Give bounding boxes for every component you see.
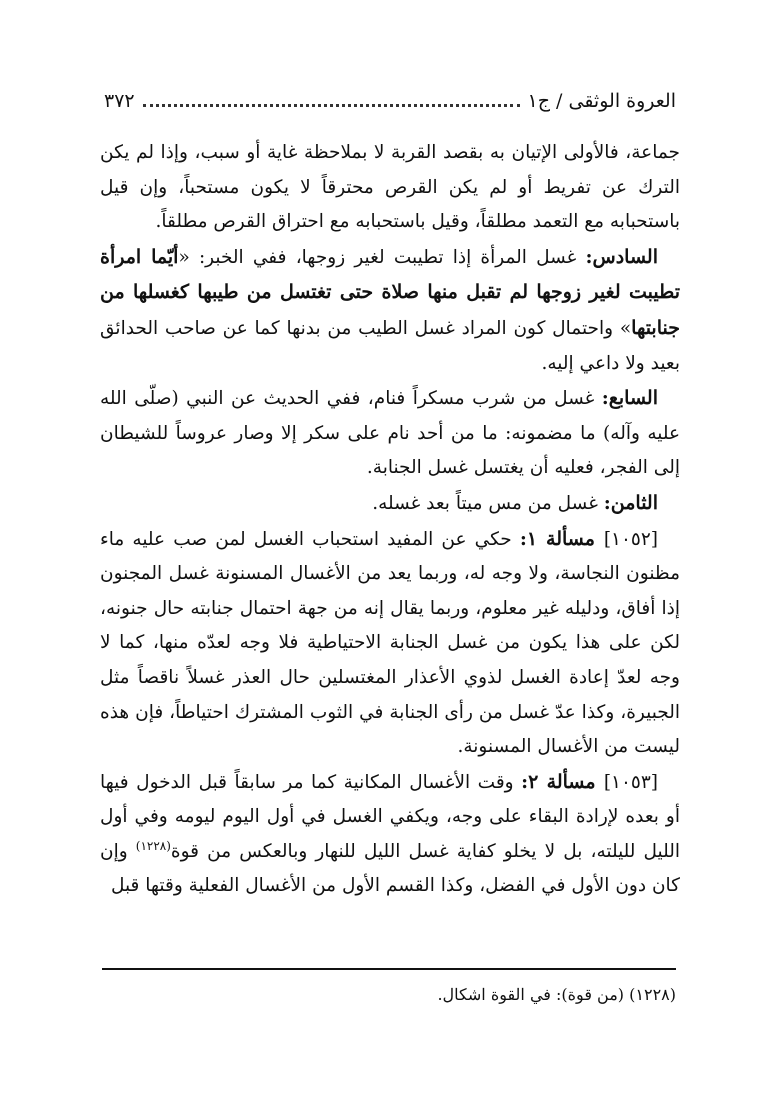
eighth-label: الثامن: <box>603 491 658 514</box>
issue-1053-number: [١٠٥٣] <box>603 771 659 793</box>
paragraph-1 <box>100 136 680 240</box>
sixth-tail: » واحتمال كون المراد غسل الطيب من بدنها كما عن صاحب الحدائق بعيد ولا داعي إليه. <box>100 317 680 374</box>
issue-1052-text: حكي عن المفيد استحباب الغسل لمن صب عليه ماء مظنون النجاسة، ولا وجه له، وربما يعد من الأغسال المسنونة غسل المجنون إذا أفاق، ودليله غير معلوم، وربما يقال إنه من جهة احتمال جنابته حال جنونه، لكن على هذا يكون من غسل الجنابة الاحتياطية فلا وجه لعدّه منها، كما لا وجه لعدّ إعادة الغسل لذوي الأعذار المغتسلين حال العذر غسلاً ناقصاً مثل الجبيرة، وكذا عدّ غسل من رأى الجنابة في الثوب المشترك احتياطاً، فإن هذه ليست من الأغسال المسنونة. <box>100 528 680 758</box>
page-header <box>104 84 676 118</box>
seventh-text: غسل من شرب مسكراً فنام، ففي الحديث عن النبي (صلّى الله عليه وآله) ما مضمونه: ما من أحد نام على سكر إلا وصار عروساً للشيطان إلى الفجر، فعليه أن يغتسل غسل الجنابة. <box>100 388 680 479</box>
running-title: العروة الوثقى / ج١ <box>527 90 676 112</box>
sixth-text: غسل المرأة إذا تطيبت لغير زوجها، ففي الخبر: « <box>178 246 586 268</box>
issue-1052-label: مسألة ١: <box>519 527 604 550</box>
paragraph-issue-1053 <box>100 765 680 904</box>
page-number: ٣٧٢ <box>104 90 135 112</box>
paragraph-seventh <box>100 381 680 486</box>
issue-1053-label: مسألة ٢: <box>521 770 604 793</box>
issue-1053-text-a: وقت الأغسال المكانية كما مر سابقاً قبل الدخول فيها أو بعده لإرادة البقاء على وجه، ويكفي الغسل في أول اليوم ليومه وفي أول الليل لليلته، بل لا يخلو كفاية غسل الليل للنهار وبالعكس من قوة <box>100 771 680 862</box>
sixth-quote: أيّما امرأة تطيبت لغير زوجها لم تقبل منها صلاة حتى تغتسل من طيبها كغسلها من جنابتها <box>100 245 680 339</box>
footnote <box>104 982 676 1008</box>
paragraph-eighth <box>100 486 680 522</box>
main-text <box>100 136 680 904</box>
sixth-label: السادس: <box>585 245 658 268</box>
paragraph-sixth <box>100 240 680 381</box>
paragraph-issue-1052 <box>100 522 680 765</box>
eighth-text: غسل من مس ميتاً بعد غسله. <box>372 492 604 514</box>
issue-1053-text-b: وإن كان دون الأول في الفضل، وكذا القسم الأول من الأغسال الفعلية وقتها قبل <box>100 840 680 897</box>
issue-1052-number: [١٠٥٢] <box>603 528 658 550</box>
footnote-divider <box>102 968 676 970</box>
header-dot-leader <box>143 104 520 107</box>
footnote-text: (١٢٢٨) (من قوة): في القوة اشكال. <box>437 985 676 1004</box>
footnote-reference[interactable]: (١٢٢٨) <box>135 838 171 853</box>
seventh-label: السابع: <box>601 387 658 410</box>
paragraph-1-text: جماعة، فالأولى الإتيان به بقصد القربة لا بملاحظة غاية أو سبب، وإذا لم يكن الترك عن تفريط أو لم يكن القرص محترقاً لا يكون مستحباً، وإن قيل باستحبابه مع التعمد مطلقاً، وقيل باستحبابه مع احتراق القرص مطلقاً. <box>100 142 680 233</box>
